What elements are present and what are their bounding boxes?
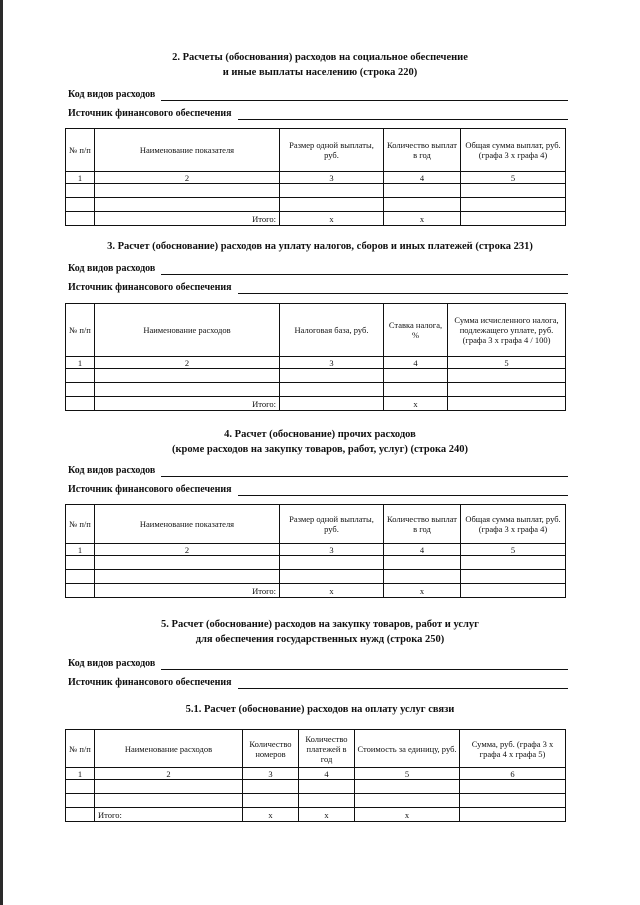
total-cell: х	[384, 584, 461, 598]
table-cell[interactable]	[243, 794, 299, 808]
table-total-row	[66, 397, 566, 411]
header-cell: № п/п	[66, 304, 95, 357]
column-number: 3	[243, 768, 299, 780]
total-label: Итого:	[95, 212, 280, 226]
section-2-title	[40, 50, 600, 80]
section-5-1-title-line-1: 5.1. Расчет (обоснование) расходов на оплату услуг связи	[185, 704, 455, 715]
section-4-title-line-1: 4. Расчет (обоснование) прочих расходов	[224, 429, 416, 440]
column-number: 1	[66, 544, 95, 556]
section-4-kod-field	[68, 464, 568, 477]
table-cell[interactable]	[280, 397, 384, 411]
header-cell: Количество выплат в год	[384, 505, 461, 544]
table-cell[interactable]	[384, 369, 448, 383]
header-cell: Наименование показателя	[95, 505, 280, 544]
table-header-row	[66, 730, 566, 768]
total-cell: х	[384, 212, 461, 226]
header-cell: Количество номеров	[243, 730, 299, 768]
table-cell[interactable]	[461, 584, 566, 598]
header-cell: Стоимость за единицу, руб.	[355, 730, 460, 768]
header-cell: № п/п	[66, 505, 95, 544]
table-row	[66, 184, 566, 198]
table-cell[interactable]	[280, 369, 384, 383]
table-cell[interactable]	[461, 198, 566, 212]
column-number: 5	[448, 357, 566, 369]
section-5-title	[40, 617, 600, 647]
section-3-title	[40, 239, 600, 254]
column-number: 6	[460, 768, 566, 780]
column-number: 2	[95, 172, 280, 184]
table-cell[interactable]	[280, 198, 384, 212]
table-cell[interactable]	[66, 794, 95, 808]
column-number: 2	[95, 768, 243, 780]
column-number: 3	[280, 544, 384, 556]
kod-label: Код видов расходов	[68, 263, 156, 274]
header-cell: Размер одной выплаты, руб.	[280, 505, 384, 544]
table-cell	[66, 212, 95, 226]
column-number: 4	[299, 768, 355, 780]
header-cell: № п/п	[66, 730, 95, 768]
section-4-source-field	[68, 483, 568, 496]
kod-input-line[interactable]	[161, 466, 568, 477]
column-number: 5	[461, 544, 566, 556]
column-number: 2	[95, 544, 280, 556]
table-cell[interactable]	[299, 794, 355, 808]
header-cell: Ставка налога, %	[384, 304, 448, 357]
table-cell[interactable]	[460, 794, 566, 808]
column-number: 1	[66, 357, 95, 369]
table-cell[interactable]	[95, 794, 243, 808]
section-2-title-line-2: и иные выплаты населению (строка 220)	[222, 67, 418, 78]
column-number-row	[66, 357, 566, 369]
header-cell: Общая сумма выплат, руб. (графа 3 х графа 4)	[461, 129, 566, 172]
column-number: 1	[66, 172, 95, 184]
table-header-row	[66, 129, 566, 172]
section-5-title-line-1: 5. Расчет (обоснование) расходов на закупку товаров, работ и услуг	[161, 619, 479, 630]
column-number: 4	[384, 544, 461, 556]
table-cell[interactable]	[461, 212, 566, 226]
source-label: Источник финансового обеспечения	[68, 108, 232, 119]
source-input-line[interactable]	[238, 283, 568, 294]
column-number-row	[66, 544, 566, 556]
section-2-table	[65, 128, 566, 226]
table-cell[interactable]	[461, 556, 566, 570]
header-cell: Наименование расходов	[95, 730, 243, 768]
column-number: 4	[384, 357, 448, 369]
table-cell[interactable]	[384, 570, 461, 584]
column-number-row	[66, 768, 566, 780]
table-cell[interactable]	[66, 383, 95, 397]
total-cell: х	[243, 808, 299, 822]
table-cell[interactable]	[384, 556, 461, 570]
source-label: Источник финансового обеспечения	[68, 282, 232, 293]
table-row	[66, 369, 566, 383]
section-5-kod-field	[68, 657, 568, 670]
table-row	[66, 198, 566, 212]
kod-input-line[interactable]	[161, 264, 568, 275]
table-cell[interactable]	[66, 570, 95, 584]
source-label: Источник финансового обеспечения	[68, 484, 232, 495]
table-cell[interactable]	[95, 780, 243, 794]
header-cell: Наименование расходов	[95, 304, 280, 357]
table-total-row	[66, 808, 566, 822]
table-row	[66, 570, 566, 584]
total-label: Итого:	[95, 584, 280, 598]
source-input-line[interactable]	[238, 678, 568, 689]
table-cell[interactable]	[460, 808, 566, 822]
section-2-kod-field	[68, 88, 568, 101]
column-number: 5	[461, 172, 566, 184]
kod-input-line[interactable]	[161, 90, 568, 101]
column-number: 3	[280, 172, 384, 184]
table-header-row	[66, 304, 566, 357]
section-5-1-table	[65, 729, 566, 822]
table-cell[interactable]	[460, 780, 566, 794]
table-cell[interactable]	[95, 383, 280, 397]
table-cell[interactable]	[448, 383, 566, 397]
kod-label: Код видов расходов	[68, 465, 156, 476]
table-cell[interactable]	[355, 780, 460, 794]
table-cell[interactable]	[384, 184, 461, 198]
table-cell[interactable]	[95, 570, 280, 584]
table-cell[interactable]	[95, 369, 280, 383]
table-cell[interactable]	[95, 556, 280, 570]
table-cell[interactable]	[95, 198, 280, 212]
section-4-title-line-2: (кроме расходов на закупку товаров, работ, услуг) (строка 240)	[171, 444, 469, 455]
total-cell: х	[299, 808, 355, 822]
table-cell[interactable]	[384, 198, 461, 212]
source-label: Источник финансового обеспечения	[68, 677, 232, 688]
kod-label: Код видов расходов	[68, 658, 156, 669]
table-cell[interactable]	[299, 780, 355, 794]
table-cell	[66, 397, 95, 411]
table-total-row	[66, 212, 566, 226]
column-number: 5	[355, 768, 460, 780]
kod-input-line[interactable]	[161, 659, 568, 670]
header-cell: Сумма, руб. (графа 3 х графа 4 х графа 5)	[460, 730, 566, 768]
header-cell: № п/п	[66, 129, 95, 172]
table-cell[interactable]	[66, 556, 95, 570]
header-cell: Сумма исчисленного налога, подлежащего уплате, руб. (графа 3 х графа 4 / 100)	[448, 304, 566, 357]
total-cell: х	[384, 397, 448, 411]
section-3-table	[65, 303, 566, 411]
total-label: Итого:	[95, 808, 243, 822]
table-cell[interactable]	[95, 184, 280, 198]
section-5-1-title	[40, 702, 600, 717]
table-cell[interactable]	[384, 383, 448, 397]
column-number: 2	[95, 357, 280, 369]
table-row	[66, 780, 566, 794]
total-cell: х	[355, 808, 460, 822]
table-row	[66, 383, 566, 397]
table-cell[interactable]	[243, 780, 299, 794]
column-number: 4	[384, 172, 461, 184]
total-cell: х	[280, 584, 384, 598]
section-4-title	[40, 427, 600, 457]
section-4-table	[65, 504, 566, 598]
page-scan-edge	[0, 0, 3, 905]
header-cell: Налоговая база, руб.	[280, 304, 384, 357]
total-cell: х	[280, 212, 384, 226]
table-cell[interactable]	[280, 184, 384, 198]
kod-label: Код видов расходов	[68, 89, 156, 100]
table-cell[interactable]	[448, 397, 566, 411]
table-cell	[66, 808, 95, 822]
table-cell[interactable]	[66, 780, 95, 794]
table-cell[interactable]	[280, 556, 384, 570]
section-3-title-line-1: 3. Расчет (обоснование) расходов на уплату налогов, сборов и иных платежей (строка 231)	[107, 241, 533, 252]
section-2-title-line-1: 2. Расчеты (обоснования) расходов на социальное обеспечение	[172, 52, 468, 63]
table-header-row	[66, 505, 566, 544]
source-input-line[interactable]	[238, 485, 568, 496]
table-cell[interactable]	[461, 184, 566, 198]
header-cell: Наименование показателя	[95, 129, 280, 172]
section-2-source-field	[68, 107, 568, 120]
total-label: Итого:	[95, 397, 280, 411]
table-total-row	[66, 584, 566, 598]
section-5-title-line-2: для обеспечения государственных нужд (строка 250)	[195, 634, 445, 645]
header-cell: Количество выплат в год	[384, 129, 461, 172]
table-cell[interactable]	[355, 794, 460, 808]
table-cell	[66, 584, 95, 598]
table-cell[interactable]	[66, 184, 95, 198]
table-cell[interactable]	[461, 570, 566, 584]
column-number: 3	[280, 357, 384, 369]
section-3-source-field	[68, 281, 568, 294]
column-number-row	[66, 172, 566, 184]
table-cell[interactable]	[66, 198, 95, 212]
table-row	[66, 794, 566, 808]
table-cell[interactable]	[66, 369, 95, 383]
section-3-kod-field	[68, 262, 568, 275]
section-5-source-field	[68, 676, 568, 689]
table-cell[interactable]	[280, 570, 384, 584]
source-input-line[interactable]	[238, 109, 568, 120]
header-cell: Размер одной выплаты, руб.	[280, 129, 384, 172]
table-cell[interactable]	[280, 383, 384, 397]
table-row	[66, 556, 566, 570]
header-cell: Общая сумма выплат, руб. (графа 3 х графа 4)	[461, 505, 566, 544]
header-cell: Количество платежей в год	[299, 730, 355, 768]
table-cell[interactable]	[448, 369, 566, 383]
column-number: 1	[66, 768, 95, 780]
